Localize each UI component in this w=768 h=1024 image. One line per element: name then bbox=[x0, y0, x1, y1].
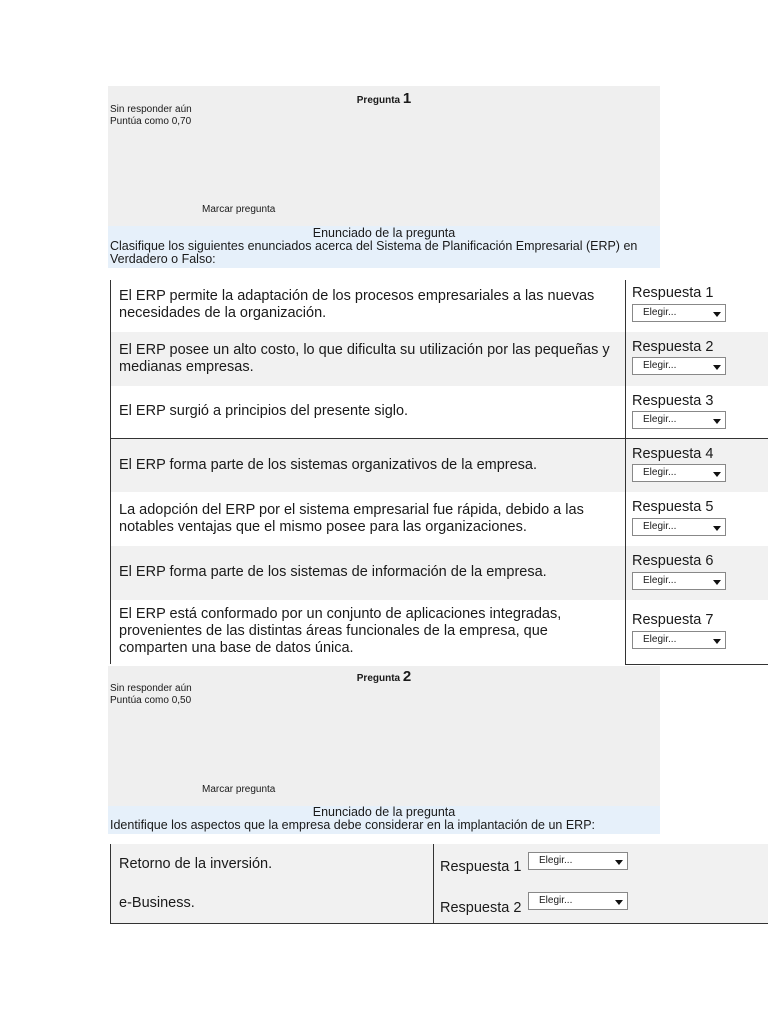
statement-text: La adopción del ERP por el sistema empresarial fue rápida, debido a las notables ventajas que el mismo posee para las organizaciones. bbox=[119, 502, 584, 535]
match-row bbox=[110, 546, 768, 600]
select-value: Elegir... bbox=[643, 414, 677, 425]
chevron-down-icon[interactable] bbox=[709, 519, 725, 535]
answer-select[interactable] bbox=[632, 464, 726, 482]
match-row bbox=[110, 884, 768, 923]
statement-text: e-Business. bbox=[119, 895, 195, 911]
chevron-down-icon[interactable] bbox=[709, 358, 725, 374]
statement-cell bbox=[110, 280, 626, 332]
answer-label: Respuesta 2 bbox=[440, 900, 522, 916]
match-row bbox=[110, 332, 768, 386]
answer-label: Respuesta 3 bbox=[632, 393, 714, 409]
statement-cell bbox=[110, 546, 626, 600]
statement-cell bbox=[110, 439, 626, 492]
answer-select[interactable] bbox=[632, 411, 726, 429]
answer-select[interactable] bbox=[528, 892, 628, 910]
select-value: Elegir... bbox=[643, 521, 677, 532]
question-status: Sin responder aún bbox=[110, 104, 192, 115]
question-2-info bbox=[108, 666, 660, 806]
match-row bbox=[110, 386, 768, 438]
answer-label: Respuesta 2 bbox=[632, 339, 714, 355]
answer-select[interactable] bbox=[632, 304, 726, 322]
chevron-down-icon[interactable] bbox=[709, 632, 725, 648]
statement-cell bbox=[110, 386, 626, 438]
chevron-down-icon[interactable] bbox=[709, 573, 725, 589]
answer-label: Respuesta 1 bbox=[440, 859, 522, 875]
answer-label: Respuesta 7 bbox=[632, 612, 714, 628]
statement-cell bbox=[110, 600, 626, 664]
match-row bbox=[110, 280, 768, 332]
select-value: Elegir... bbox=[643, 360, 677, 371]
match-row bbox=[110, 492, 768, 546]
question-number: 2 bbox=[402, 668, 412, 685]
chevron-down-icon[interactable] bbox=[611, 893, 627, 909]
statement-cell bbox=[110, 884, 434, 923]
row-divider bbox=[625, 664, 768, 665]
question-1-text bbox=[108, 226, 660, 268]
statement-cell bbox=[110, 332, 626, 386]
answer-select[interactable] bbox=[632, 357, 726, 375]
statement-text: El ERP posee un alto costo, lo que dificulta su utilización por las pequeñas y medianas empresas. bbox=[119, 342, 610, 375]
chevron-down-icon[interactable] bbox=[709, 412, 725, 428]
chevron-down-icon[interactable] bbox=[709, 305, 725, 321]
question-score: Puntúa como 0,70 bbox=[110, 116, 192, 127]
statement-cell bbox=[110, 492, 626, 546]
select-value: Elegir... bbox=[643, 467, 677, 478]
question-score: Puntúa como 0,50 bbox=[110, 695, 192, 706]
question-title: Pregunta 1 bbox=[356, 90, 412, 107]
question-prompt: Identifique los aspectos que la empresa debe considerar en la implantación de un ERP: bbox=[110, 818, 596, 832]
match-row bbox=[110, 844, 768, 884]
question-number: 1 bbox=[402, 90, 412, 107]
question-text-heading: Enunciado de la pregunta bbox=[312, 805, 456, 819]
select-value: Elegir... bbox=[643, 307, 677, 318]
question-2-text bbox=[108, 806, 660, 834]
match-row bbox=[110, 439, 768, 492]
answer-label: Respuesta 5 bbox=[632, 499, 714, 515]
answer-select[interactable] bbox=[632, 518, 726, 536]
statement-text: El ERP forma parte de los sistemas organizativos de la empresa. bbox=[119, 457, 538, 473]
question-title: Pregunta 2 bbox=[356, 668, 412, 685]
match-row bbox=[110, 600, 768, 664]
question-prompt: Clasifique los siguientes enunciados acerca del Sistema de Planificación Empresarial (ERP) en Verdadero o Falso: bbox=[110, 239, 638, 266]
question-1-info bbox=[108, 86, 660, 226]
select-value: Elegir... bbox=[539, 855, 573, 866]
answer-select[interactable] bbox=[632, 631, 726, 649]
row-divider bbox=[110, 923, 768, 924]
answer-label: Respuesta 6 bbox=[632, 553, 714, 569]
select-value: Elegir... bbox=[643, 634, 677, 645]
statement-cell bbox=[110, 844, 434, 884]
answer-select[interactable] bbox=[528, 852, 628, 870]
statement-text: El ERP permite la adaptación de los procesos empresariales a las nuevas necesidades de la organización. bbox=[119, 288, 595, 321]
question-text-heading: Enunciado de la pregunta bbox=[312, 226, 456, 240]
answer-label: Respuesta 4 bbox=[632, 446, 714, 462]
statement-text: El ERP surgió a principios del presente siglo. bbox=[119, 403, 409, 419]
question-status: Sin responder aún bbox=[110, 683, 192, 694]
chevron-down-icon[interactable] bbox=[709, 465, 725, 481]
select-value: Elegir... bbox=[539, 895, 573, 906]
flag-question-link[interactable]: Marcar pregunta bbox=[202, 204, 276, 215]
answer-label: Respuesta 1 bbox=[632, 285, 714, 301]
statement-text: Retorno de la inversión. bbox=[119, 856, 273, 872]
flag-question-link[interactable]: Marcar pregunta bbox=[202, 784, 276, 795]
chevron-down-icon[interactable] bbox=[611, 853, 627, 869]
statement-text: El ERP está conformado por un conjunto de aplicaciones integradas, provenientes de las distintas áreas funcionales de la empresa, que comparten una base de datos única. bbox=[119, 606, 562, 656]
select-value: Elegir... bbox=[643, 575, 677, 586]
answer-select[interactable] bbox=[632, 572, 726, 590]
statement-text: El ERP forma parte de los sistemas de información de la empresa. bbox=[119, 564, 547, 580]
